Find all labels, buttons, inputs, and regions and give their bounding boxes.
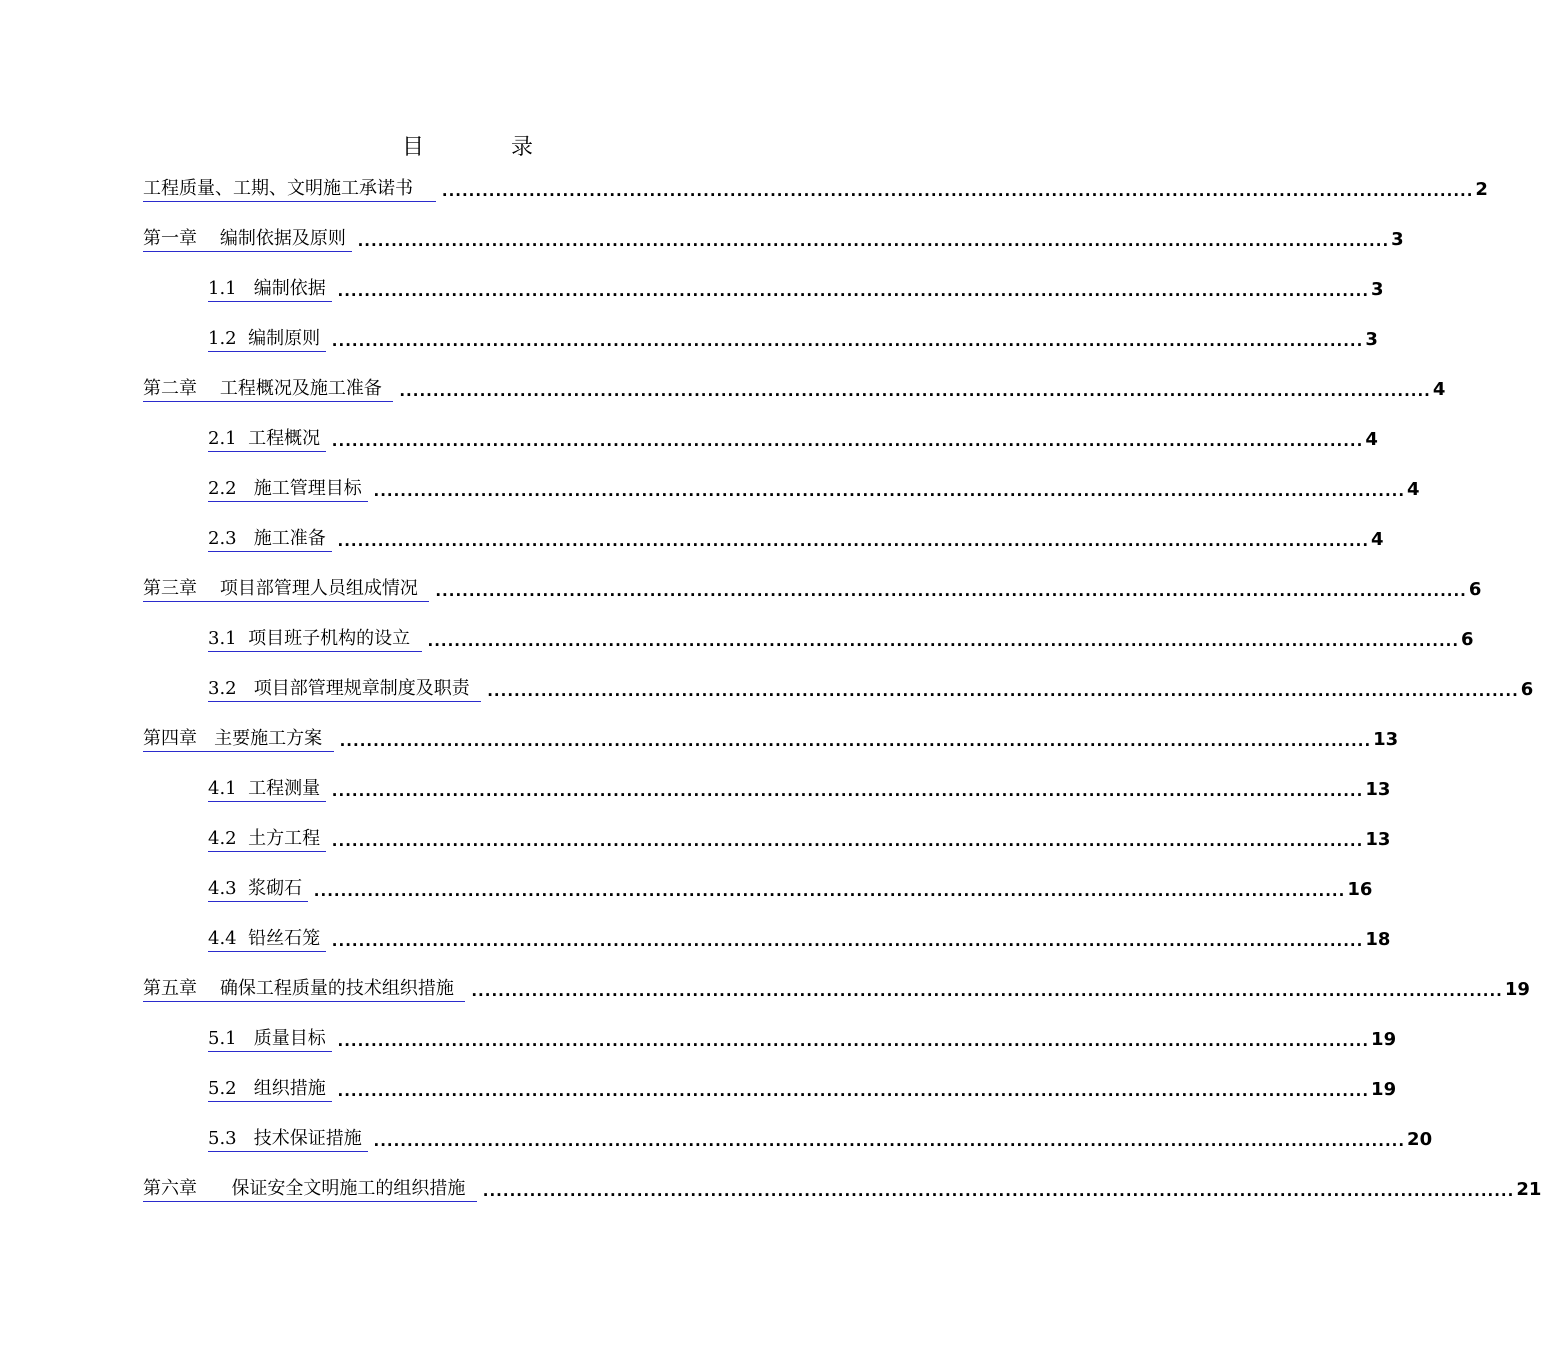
toc-entry-chapter-6[interactable] bbox=[143, 1176, 1541, 1202]
toc-page-number: 4 bbox=[1371, 529, 1384, 550]
toc-page-number: 4 bbox=[1365, 429, 1378, 450]
toc-entry-label[interactable]: 第一章 编制依据及原则 bbox=[143, 228, 352, 252]
toc-entry-section-3-2[interactable] bbox=[208, 676, 1534, 702]
toc-page-number: 16 bbox=[1347, 879, 1373, 900]
toc-entry-chapter-3[interactable] bbox=[143, 576, 1482, 602]
toc-entry-label[interactable]: 第六章 保证安全文明施工的组织措施 bbox=[143, 1178, 477, 1202]
toc-page-number: 6 bbox=[1461, 629, 1474, 650]
toc-entry-label[interactable]: 2.2 施工管理目标 bbox=[208, 478, 368, 502]
toc-page-number: 19 bbox=[1371, 1029, 1397, 1050]
toc-page-number: 19 bbox=[1504, 979, 1530, 1000]
toc-leader-dots: .......................................................................................................................................................... bbox=[331, 432, 1364, 450]
toc-leader-dots: .......................................................................................................................................................... bbox=[337, 1032, 1370, 1050]
toc-leader-dots: .......................................................................................................................................................... bbox=[337, 1082, 1370, 1100]
toc-entry-section-2-2[interactable] bbox=[208, 476, 1420, 502]
toc-leader-dots: .......................................................................................................................................................... bbox=[331, 332, 1364, 350]
toc-leader-dots: .......................................................................................................................................................... bbox=[427, 632, 1460, 650]
toc-leader-dots: .......................................................................................................................................................... bbox=[331, 932, 1364, 950]
toc-title: 目 录 bbox=[402, 135, 573, 160]
toc-entry-label[interactable]: 2.1 工程概况 bbox=[208, 428, 326, 452]
toc-leader-dots: .......................................................................................................................................................... bbox=[339, 732, 1372, 750]
toc-entry-chapter-5[interactable] bbox=[143, 976, 1530, 1002]
toc-entry-section-2-1[interactable] bbox=[208, 426, 1378, 452]
toc-entry-chapter-1[interactable] bbox=[143, 226, 1404, 252]
toc-page-number: 20 bbox=[1407, 1129, 1433, 1150]
toc-entry-section-5-1[interactable] bbox=[208, 1026, 1397, 1052]
toc-entry-section-1-1[interactable] bbox=[208, 276, 1384, 302]
toc-entry-section-4-1[interactable] bbox=[208, 776, 1391, 802]
toc-page-number: 3 bbox=[1391, 229, 1404, 250]
toc-leader-dots: .......................................................................................................................................................... bbox=[357, 232, 1390, 250]
toc-page-number: 4 bbox=[1432, 379, 1446, 400]
toc-page-number: 13 bbox=[1365, 779, 1391, 800]
toc-entry-label[interactable]: 4.4 铅丝石笼 bbox=[208, 928, 326, 952]
toc-entry-chapter-2[interactable] bbox=[143, 376, 1446, 402]
toc-entry-section-5-3[interactable] bbox=[208, 1126, 1433, 1152]
toc-leader-dots: .......................................................................................................................................................... bbox=[373, 482, 1406, 500]
toc-page-number: 2 bbox=[1475, 179, 1488, 200]
toc-entry-label[interactable]: 5.1 质量目标 bbox=[208, 1028, 332, 1052]
toc-entry-section-4-3[interactable] bbox=[208, 876, 1373, 902]
toc-entry-section-5-2[interactable] bbox=[208, 1076, 1397, 1102]
toc-entry-label[interactable]: 第五章 确保工程质量的技术组织措施 bbox=[143, 978, 465, 1002]
toc-page-number: 3 bbox=[1365, 329, 1378, 350]
toc-leader-dots: .......................................................................................................................................................... bbox=[313, 882, 1346, 900]
toc-entry-chapter-4[interactable] bbox=[143, 726, 1399, 752]
toc-leader-dots: .......................................................................................................................................................... bbox=[337, 282, 1370, 300]
toc-page-number: 4 bbox=[1407, 479, 1420, 500]
toc-entry-commitment[interactable] bbox=[143, 176, 1488, 202]
toc-entry-label[interactable]: 第四章 主要施工方案 bbox=[143, 728, 334, 752]
toc-page-number: 18 bbox=[1365, 929, 1391, 950]
toc-entry-label[interactable]: 3.1 项目班子机构的设立 bbox=[208, 628, 422, 652]
toc-entry-label[interactable]: 3.2 项目部管理规章制度及职责 bbox=[208, 678, 481, 702]
toc-entry-label[interactable]: 4.2 土方工程 bbox=[208, 828, 326, 852]
toc-entry-label[interactable]: 4.3 浆砌石 bbox=[208, 878, 308, 902]
toc-entry-section-2-3[interactable] bbox=[208, 526, 1384, 552]
toc-page-number: 3 bbox=[1371, 279, 1384, 300]
toc-leader-dots: .......................................................................................................................................................... bbox=[487, 682, 1519, 700]
toc-entry-label[interactable]: 4.1 工程测量 bbox=[208, 778, 326, 802]
toc-leader-dots: .......................................................................................................................................................... bbox=[435, 582, 1467, 600]
toc-entry-label[interactable]: 第三章 项目部管理人员组成情况 bbox=[143, 578, 429, 602]
toc-entry-section-3-1[interactable] bbox=[208, 626, 1474, 652]
toc-page-number: 13 bbox=[1365, 829, 1391, 850]
toc-page-number: 19 bbox=[1371, 1079, 1397, 1100]
toc-entry-label[interactable]: 第二章 工程概况及施工准备 bbox=[143, 378, 393, 402]
toc-entry-label[interactable]: 1.2 编制原则 bbox=[208, 328, 326, 352]
toc-page-number: 6 bbox=[1520, 679, 1534, 700]
toc-entry-section-4-4[interactable] bbox=[208, 926, 1391, 952]
toc-page-number: 6 bbox=[1468, 579, 1482, 600]
toc-leader-dots: .......................................................................................................................................................... bbox=[331, 832, 1364, 850]
toc-leader-dots: .......................................................................................................................................................... bbox=[373, 1132, 1406, 1150]
toc-entry-label[interactable]: 工程质量、工期、文明施工承诺书 bbox=[143, 178, 436, 202]
toc-leader-dots: .......................................................................................................................................................... bbox=[337, 532, 1370, 550]
toc-leader-dots: .......................................................................................................................................................... bbox=[482, 1182, 1515, 1200]
toc-leader-dots: .......................................................................................................................................................... bbox=[399, 382, 1431, 400]
toc-leader-dots: .......................................................................................................................................................... bbox=[471, 982, 1503, 1000]
toc-entry-label[interactable]: 2.3 施工准备 bbox=[208, 528, 332, 552]
toc-page-number: 21 bbox=[1516, 1179, 1541, 1200]
toc-entry-label[interactable]: 5.3 技术保证措施 bbox=[208, 1128, 368, 1152]
toc-entry-section-4-2[interactable] bbox=[208, 826, 1391, 852]
toc-entry-section-1-2[interactable] bbox=[208, 326, 1378, 352]
toc-leader-dots: .......................................................................................................................................................... bbox=[441, 182, 1474, 200]
toc-page-number: 13 bbox=[1373, 729, 1399, 750]
toc-entry-label[interactable]: 5.2 组织措施 bbox=[208, 1078, 332, 1102]
toc-leader-dots: .......................................................................................................................................................... bbox=[331, 782, 1364, 800]
toc-entry-label[interactable]: 1.1 编制依据 bbox=[208, 278, 332, 302]
